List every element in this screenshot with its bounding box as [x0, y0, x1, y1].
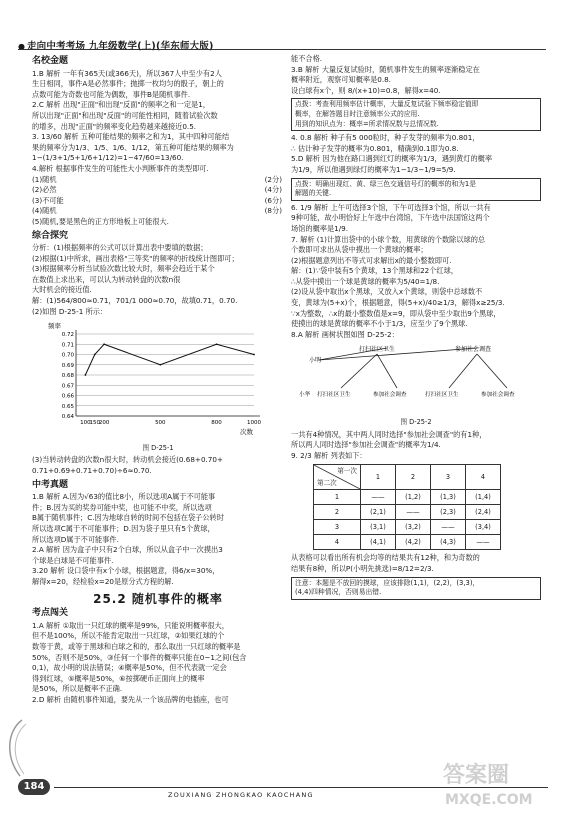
text-line: 9. 2/3 解析 列表如下：	[291, 450, 367, 460]
text-line: 为1/9，所以他遇到绿灯的概率为1−1/3−1/9=5/9.	[291, 164, 456, 174]
text-line: 点数可能为奇数也可能为偶数，事件B是随机事件.	[32, 89, 191, 99]
table-row	[314, 490, 501, 505]
text-line: 点拨：考查利用频率估计概率，大量反复试验下频率稳定值即	[295, 100, 479, 109]
right-column	[291, 54, 541, 602]
corner-label: 第一次	[337, 467, 357, 476]
text-line: 1−(1/3+1/5+1/6+1/12)=1−47/60=13/60.	[32, 153, 184, 163]
text-line: 结果有8种，所以P(小明先挑选)=8/12=2/3.	[291, 564, 434, 573]
table-cell: (3,1)	[361, 520, 396, 535]
section-heading: 名校金题	[32, 56, 69, 66]
text-line: 50%，否则不是50%，③任何一个事件的概率只能在0~1之间(包含	[32, 652, 247, 662]
text-line: 1.B 解析 一年有365天(或366天)，所以367人中至少有2人	[32, 68, 222, 78]
item-text: (3)不可能	[32, 195, 64, 205]
text-line: 使摸出的球是黄球的概率不小于1/3，应至少了9个黑球.	[291, 319, 468, 329]
figure-caption: 图 D-25-2	[400, 418, 432, 427]
probability-table	[313, 464, 501, 550]
text-line: 生日相同，事件A是必然事件；抛掷一枚均匀的骰子，朝上的	[32, 79, 224, 89]
score-row	[32, 185, 284, 196]
text-line: 个数即可求出从袋中摸出一个黄球的概率；	[291, 245, 428, 255]
y-tick-label: 0.70	[61, 352, 74, 359]
text-line: ∵x为整数，∴x的最小整数值是x=9，即从袋中至少取出9个黑球，	[291, 308, 501, 318]
data-point	[103, 344, 105, 346]
tree-node: 参加社会调查	[481, 392, 515, 399]
text-line: 0.71+0.69+0.71+0.70)÷6≈0.70.	[32, 466, 152, 476]
table-cell: (2,3)	[431, 505, 466, 520]
text-line: (2)设从袋中取出x个黑球，又放入x个黄球，则袋中总球数不	[291, 287, 483, 297]
answer-1	[32, 69, 284, 101]
watermark-logo	[435, 752, 555, 812]
tree-node: 参加社会调查	[455, 346, 492, 354]
text-line: 解：(1)∵袋中装有5个黄球，13个黑球和22个红球，	[291, 266, 458, 276]
tree-node: 参加社会调查	[373, 392, 407, 399]
item-text: (2)必然	[32, 185, 57, 195]
text-line: (2)根据(1)中所求，画出表格"三等奖"的频率的折线统计图即可；	[32, 253, 239, 263]
table-row	[314, 535, 501, 550]
table-header: 2	[396, 465, 431, 490]
text-line: 解题的关键.	[295, 189, 332, 198]
text-line: 3.B 解析 大量反复试验时，随机事件发生的频率逐渐稳定在	[291, 64, 480, 74]
table-header: 1	[361, 465, 396, 490]
data-point	[94, 354, 96, 356]
data-point	[84, 374, 86, 376]
table-header: 4	[466, 465, 501, 490]
section-heading: 考点闯关	[32, 608, 69, 619]
data-point	[159, 364, 161, 366]
text-line: B属于随机事件；C.因为地球自转的时间不包括在袋子公转时	[32, 513, 224, 523]
table-cell: (2,1)	[361, 505, 396, 520]
item-text: (4)随机	[32, 206, 57, 216]
page-header	[18, 34, 546, 52]
x-tick-label: 1000	[247, 420, 261, 427]
text-line: 2.C 解析 出现"正面"和出现"反面"的频率之和一定是1，	[32, 100, 210, 110]
text-line: 所以选项D属于不可能事件.	[32, 534, 119, 544]
answer-3	[32, 132, 284, 164]
tree-diagram	[297, 342, 533, 412]
text-line: 8.A 解析 画树状图如图 D-25-2：	[291, 329, 399, 339]
tree-root: 小明	[309, 357, 322, 365]
text-line: (2)如图 D-25-1 所示：	[32, 306, 108, 316]
text-line: (4,4)四种情况，否则易出错.	[295, 588, 382, 597]
text-line: 一共有4种情况，其中两人同时选择"参加社会调查"的有1种，	[291, 429, 487, 439]
text-line: 4. 0.8 解析 种子有5 000粒时，种子发芽的频率为0.801，	[291, 133, 480, 143]
text-line: (5)随机,要是黑色的正方形地板上可能很大.	[32, 216, 169, 226]
tree-node: 打扫社区卫生	[425, 392, 459, 399]
watermark-text: MXQE.COM	[445, 792, 533, 808]
text-line: 1.A 解析 ①取出一只红球的概率是99%，只能说明概率很大，	[32, 620, 229, 630]
table-cell: (3,4)	[466, 520, 501, 535]
decorative-swirl-icon	[4, 718, 28, 778]
text-line: 9种可能，故小明恰好上午选中台湾馆，下午选中法国馆这两个	[291, 213, 490, 223]
table-cell: (1,3)	[431, 490, 466, 505]
text-line: 3. 13/60 解析 五种可能结果的频率之和为1，其中四种可能结	[32, 132, 230, 142]
text-line: 得到红球，⑤概率是50%，⑥按掷硬币正面向上的概率	[32, 673, 205, 683]
x-tick-label: 100	[80, 420, 91, 427]
watermark-text: 答案圈	[443, 763, 510, 788]
text-line: 是50%，所以是概率不正确.	[32, 684, 123, 694]
tree-node: 打扫社区卫生	[317, 392, 351, 399]
text-line: 的增多，出现"正面"的频率变化趋势越来越接近0.5.	[32, 121, 197, 131]
x-tick-label: 800	[211, 420, 222, 427]
text-line: 6. 1/9 解析 上午可选择3个馆，下午可选择3个馆，所以一共有	[291, 202, 491, 212]
table-cell: (2,4)	[466, 505, 501, 520]
book-title: 走向中考考场 九年级数学(上)(华东师大版)	[26, 41, 214, 52]
chart-ylabel: 频率	[48, 322, 61, 331]
table-row	[314, 505, 501, 520]
item-score: (4分)	[264, 185, 282, 195]
table-cell: (1,2)	[396, 490, 431, 505]
section-heading: 综合探究	[32, 230, 69, 241]
chapter-heading: 25.2 随机事件的概率	[93, 591, 223, 606]
table-cell: (4,2)	[396, 535, 431, 550]
text-line: 所以出现"正面"和出现"反面"的可能性相同，随着试验次数	[32, 110, 218, 120]
table-cell: (1,4)	[466, 490, 501, 505]
y-tick-label: 0.71	[61, 342, 74, 349]
text-line: 从表格可以看出所有机会均等的结果共有12种，和为奇数的	[291, 553, 480, 563]
y-tick-label: 0.72	[61, 332, 74, 339]
item-text: (1)随机	[32, 174, 57, 184]
text-line: 注意：本题是不放回的摸球，应该排除(1,1)，(2,2)，(3,3)，	[295, 578, 480, 587]
text-line: (2)根据题意列出不等式可求解出x的最小整数即可.	[291, 255, 452, 265]
text-line: 2.A 解析 因为盒子中只有2个白球，所以从盒子中一次摸出3	[32, 545, 223, 555]
corner-label: 第二次	[317, 478, 337, 487]
header-rule	[18, 49, 546, 50]
text-line: 在数值上求出来，可以认为转动转盘的次数n很	[32, 274, 181, 284]
text-line: 个球是白球是不可能事件.	[32, 555, 114, 565]
text-line: 用到的知识点为：概率=所求情况数与总情况数.	[295, 119, 439, 128]
text-line: 大时机会的接近值.	[32, 285, 92, 295]
row-header: 3	[314, 520, 361, 535]
text-line: 场馆的概率是1/9.	[291, 223, 348, 233]
data-point	[216, 344, 218, 346]
note-box	[291, 577, 541, 600]
text-line: 所以两人同时选择"参加社会调查"的概率为1/4.	[291, 440, 441, 450]
text-line: 概率，在解答题目时注意频率公式的应用.	[295, 109, 420, 118]
tree-node: 小华	[299, 392, 311, 399]
table-header: 3	[431, 465, 466, 490]
text-line: 件；B.因为买的奖券可能中奖，也可能不中奖，所以选项	[32, 502, 212, 512]
table-cell: (3,2)	[396, 520, 431, 535]
y-tick-label: 0.67	[61, 383, 74, 390]
row-header: 4	[314, 535, 361, 550]
y-tick-label: 0.68	[61, 373, 74, 380]
bullet-icon: ●	[18, 42, 25, 51]
tip-box	[291, 98, 541, 131]
tip-box	[291, 178, 541, 201]
y-tick-label: 0.65	[61, 404, 74, 410]
text-line: 分析：(1)根据频率的公式可以计算出表中要填的数据；	[32, 243, 208, 253]
y-tick-label: 0.69	[61, 363, 74, 369]
left-column	[32, 54, 284, 706]
score-row	[32, 196, 284, 207]
item-score: (8分)	[264, 206, 282, 216]
x-tick-label: 500	[155, 420, 166, 427]
text-line: 数等于黄，或等于黑球和白球之和的，那么取出一只红球的概率是	[32, 641, 241, 651]
data-point	[253, 354, 255, 356]
score-row	[32, 206, 284, 217]
row-header: 2	[314, 505, 361, 520]
text-line: 7. 解析 (1)计算出袋中的小球个数，用黄球的个数除以球的总	[291, 234, 486, 244]
text-line: 能不合格.	[291, 54, 323, 63]
text-line: (3)根据频率分析当试验次数比较大时，频率会趋近于某个	[32, 264, 215, 274]
item-score: (2分)	[264, 174, 282, 184]
page-number: 184	[18, 779, 50, 795]
text-line: 概率附近，观察可知概率是0.8.	[291, 75, 391, 85]
text-line: 3.20 解析 设口袋中有x个小球，根据题意，得6/x=30%，	[32, 566, 220, 576]
footer-text: ZOUXIANG ZHONGKAO KAOCHANG	[168, 791, 314, 799]
table-corner	[314, 465, 361, 490]
text-line: 解：(1)564/800≈0.71，701/1 000≈0.70，故填0.71，0.70.	[32, 296, 238, 306]
text-line: (3)当转动转盘的次数n很大时，转动机会接近(0.68+0.70+	[32, 455, 223, 465]
item-score: (6分)	[264, 195, 282, 205]
x-tick-label: 150	[89, 420, 100, 427]
table-row	[314, 520, 501, 535]
text-line: 1.B 解析 A.因为√63的值比8小，所以选项A属于不可能事	[32, 492, 216, 502]
table-cell: ——	[466, 535, 501, 550]
text-line: 解得x=20，经检验x=20是原分式方程的解.	[32, 576, 174, 586]
text-line: 变，黄球为(5+x)个，根据题意，得(5+x)/40≥1/3，解得x≥25/3.	[291, 298, 505, 308]
table-cell: ——	[361, 490, 396, 505]
text-line: 2.D 解析 由随机事件知道，要先从一个该品牌的电插座，也可	[32, 694, 229, 704]
x-tick-label: 200	[98, 420, 110, 427]
score-row	[32, 175, 284, 186]
figure-caption: 图 D-25-1	[142, 443, 174, 452]
text-line: 设白球有x个，则 8/(x+10)=0.8，解得x=40.	[291, 85, 441, 95]
table-cell: (4,3)	[431, 535, 466, 550]
answer-4: 4.解析 根据事件发生的可能性大小判断事件的类型即可.	[32, 163, 209, 173]
text-line: 点拨：明确出现红、黄、绿三色交通信号灯的概率的和为1是	[295, 179, 477, 188]
tree-node: 打扫社区卫生	[359, 346, 396, 354]
table-cell: (4,1)	[361, 535, 396, 550]
series-line	[85, 345, 254, 376]
answer-2	[32, 100, 284, 132]
chart-xlabel: 次数	[240, 428, 253, 437]
text-line: 0,1)，故小明的说法错误；④概率是50%，但不代表就一定会	[32, 663, 227, 673]
text-line: 但不是100%，所以不能肯定取出一只红球，②如果红球的个	[32, 631, 225, 641]
y-tick-label: 0.66	[61, 393, 74, 400]
frequency-line-chart	[44, 320, 269, 438]
row-header: 1	[314, 490, 361, 505]
section-heading: 中考真题	[32, 479, 69, 490]
text-line: ∴从袋中摸出一个球是黄球的概率为5/40=1/8.	[291, 276, 440, 286]
y-tick-label: 0.64	[61, 414, 74, 421]
text-line: ∴ 估计种子发芽的概率为0.801，精确到0.1即为0.8.	[291, 143, 459, 153]
text-line: 所以选项C属于不可能事件；D.因为袋子里只有5个黄球，	[32, 524, 215, 533]
table-cell: ——	[396, 505, 431, 520]
text-line: 5.D 解析 因为他在路口遇到红灯的概率为1/3，遇到黄灯的概率	[291, 154, 493, 164]
text-line: 果的频率分为1/3、1/5、1/6、1/12，第五种可能结果的频率为	[32, 142, 234, 152]
table-cell: ——	[431, 520, 466, 535]
